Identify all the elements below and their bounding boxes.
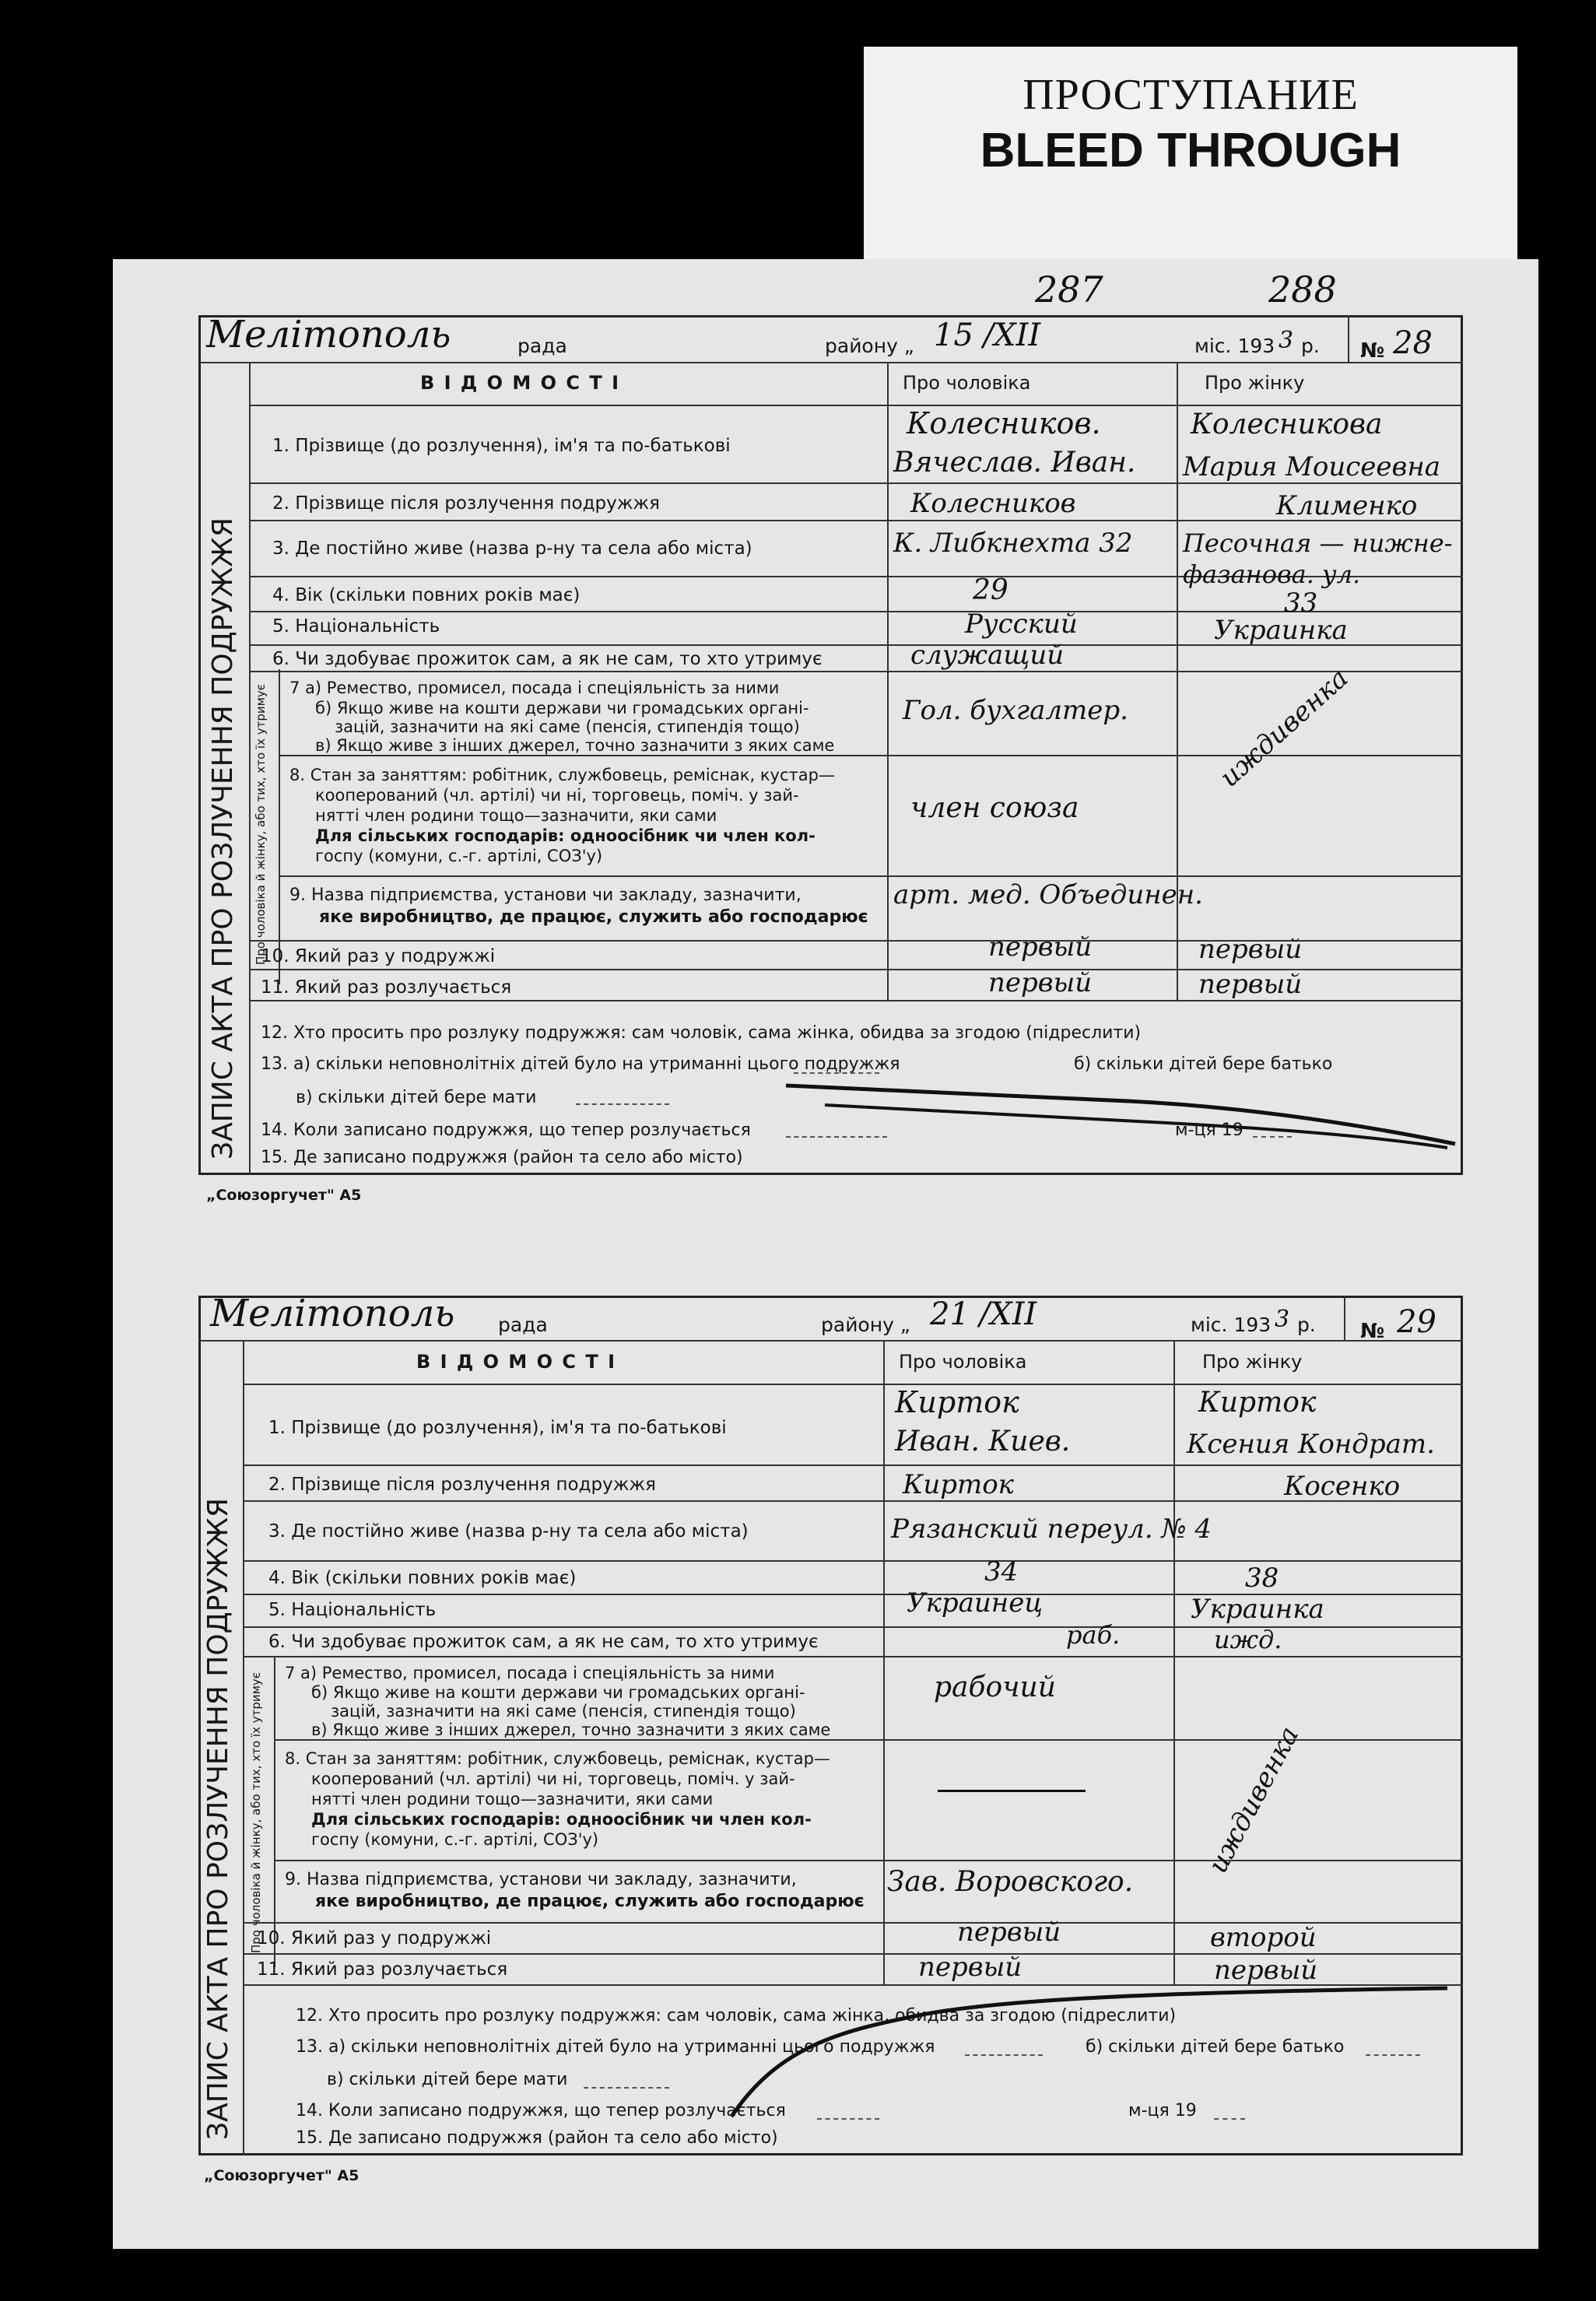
record2-rada-label: рада xyxy=(498,1314,548,1336)
record1-woman-age: 33 xyxy=(1284,588,1318,619)
record1-rada-name: Мелітополь xyxy=(206,313,451,356)
record2-row8d-label: Для сільських господарів: одноосібник чи член кол- xyxy=(311,1810,812,1829)
record1-row9a-label: 9. Назва підприємства, установи чи закладу, зазначити, xyxy=(289,886,802,905)
record2-side-sub: Про чоловіка й жінку, або тих, хто їх утримує xyxy=(249,1671,263,1953)
record1-row2-label: 2. Прізвище після розлучення подружжя xyxy=(272,493,660,514)
record1-row8e-label: госпу (комуни, с.-г. артілі, СОЗ'у) xyxy=(315,847,603,865)
record2-side-title: ЗАПИС АКТА ПРО РОЗЛУЧЕННЯ ПОДРУЖЖЯ xyxy=(202,1498,234,2140)
label-russian: ПРОСТУПАНИЕ xyxy=(1022,71,1359,119)
record1-row3-label: 3. Де постійно живе (назва р-ну та села або міста) xyxy=(272,538,752,559)
record1-row14-month-label: м-ця 19 xyxy=(1175,1121,1243,1140)
record2-woman-livelihood: ижд. xyxy=(1214,1625,1282,1654)
record1-row7a-label: 7 а) Ремество, промисел, посада і спеціяльність за ними xyxy=(289,679,780,697)
record1-row5-label: 5. Національність xyxy=(272,616,440,637)
record1-woman-occupation: иждивенка xyxy=(1214,662,1355,794)
record2-man-address: Рязанский переул. № 4 xyxy=(891,1514,1212,1545)
record2-woman-marriage-count: второй xyxy=(1210,1922,1317,1953)
record1-row12-label: 12. Хто просить про розлуку подружжя: сам чоловік, сама жінка, обидва за згодою (підреслити) xyxy=(261,1023,1142,1043)
record1-man-age: 29 xyxy=(973,574,1008,606)
record1-row6-label: 6. Чи здобуває прожиток сам, а як не сам, то хто утримує xyxy=(272,649,823,669)
page-number-b: 288 xyxy=(1268,268,1337,310)
record1-row7b2-label: зацій, зазначити на які саме (пенсія, стипендія тощо) xyxy=(335,717,800,736)
record2-man-divorce-count: первый xyxy=(918,1952,1022,1983)
record2-row14-month-label: м-ця 19 xyxy=(1128,2101,1197,2120)
record1-man-address: К. Либкнехта 32 xyxy=(893,528,1133,559)
record1-man-surname-after: Колесников xyxy=(910,488,1076,519)
record1-row13c-label: в) скільки дітей бере мати xyxy=(296,1088,537,1107)
record2-woman-surname-after: Косенко xyxy=(1284,1471,1401,1502)
record2-year-suffix: р. xyxy=(1297,1314,1316,1336)
record1-row4-label: 4. Вік (скільки повних років має) xyxy=(272,585,581,605)
record1-row7c-label: в) Якщо живе з інших джерел, точно зазначити з яких саме xyxy=(315,736,835,755)
record2-row13a-label: 13. а) скільки неповнолітніх дітей було на утриманні цього подружжя xyxy=(296,2037,935,2057)
record2-row10-label: 10. Який раз у подружжі xyxy=(257,1928,492,1948)
record1-man-nationality: Русский xyxy=(965,609,1078,640)
record1-row1-label: 1. Прізвище (до розлучення), ім'я та по-батькові xyxy=(272,436,731,456)
record2-man-livelihood: раб. xyxy=(1066,1620,1121,1650)
label-english: BLEED THROUGH xyxy=(980,124,1401,177)
record1-col-woman: Про жінку xyxy=(1205,372,1305,394)
record2-row7a-label: 7 а) Ремество, промисел, посада і спеціяльність за ними xyxy=(285,1664,775,1682)
record1-row14-label: 14. Коли записано подружжя, що тепер розлучається xyxy=(261,1121,751,1140)
record1-woman-nationality: Украинка xyxy=(1214,615,1348,646)
record2-man-nationality: Украинец xyxy=(907,1587,1044,1619)
record2-col-man: Про чоловіка xyxy=(899,1351,1027,1373)
record1-rada-label: рада xyxy=(517,335,567,357)
record1-rayon-label: району „ xyxy=(825,335,914,357)
record2-date: 21 /XII xyxy=(930,1296,1037,1332)
record1-man-divorce-count: первый xyxy=(988,967,1093,998)
record2-row6-label: 6. Чи здобуває прожиток сам, а як не сам, то хто утримує xyxy=(268,1632,819,1652)
record1-man-status: член союза xyxy=(910,792,1079,824)
record2-woman-divorce-count: первый xyxy=(1214,1955,1318,1986)
record1-row7b1-label: б) Якщо живе на кошти держави чи громадських органі- xyxy=(315,699,809,717)
record1-col-vidomosti: В І Д О М О С Т І xyxy=(420,372,621,394)
record1-number: 28 xyxy=(1393,325,1433,361)
record1-row8d-label: Для сільських господарів: одноосібник чи член кол- xyxy=(315,826,816,845)
record2-man-age: 34 xyxy=(984,1556,1019,1587)
record2-row9a-label: 9. Назва підприємства, установи чи закладу, зазначити, xyxy=(285,1870,797,1889)
record2-row8b-label: кооперований (чл. артілі) чи ні, торговець, поміч. у зай- xyxy=(311,1770,795,1788)
record1-woman-surname: Колесникова xyxy=(1191,409,1383,440)
record2-woman-name: Ксения Кондрат. xyxy=(1187,1429,1435,1460)
record1-row8b-label: кооперований (чл. артілі) чи ні, торговець, поміч. у зай- xyxy=(315,786,799,805)
record2-row14-label: 14. Коли записано подружжя, що тепер розлучається xyxy=(296,2101,786,2120)
record2-row2-label: 2. Прізвище після розлучення подружжя xyxy=(268,1475,656,1495)
record1-man-marriage-count: первый xyxy=(988,931,1093,963)
record2-row12-label: 12. Хто просить про розлуку подружжя: сам чоловік, сама жінка, обидва за згодою (підреслити) xyxy=(296,2006,1177,2026)
record2-row8e-label: госпу (комуни, с.-г. артілі, СОЗ'у) xyxy=(311,1830,599,1849)
record2-number-label: № xyxy=(1360,1320,1385,1343)
record2-rayon-label: району „ xyxy=(821,1314,910,1336)
record2-year: 3 xyxy=(1275,1306,1290,1333)
record1-row9b-label: яке виробництво, де працює, служить або господарює xyxy=(319,907,868,927)
record1-woman-address: Песочная — нижне-фазанова. ул. xyxy=(1183,528,1453,589)
record2-rada-name: Мелітополь xyxy=(210,1292,455,1335)
record1-number-label: № xyxy=(1360,339,1385,363)
record2-row7b1-label: б) Якщо живе на кошти держави чи громадських органі- xyxy=(311,1683,805,1702)
record1-month-label: міс. 193 xyxy=(1194,335,1275,357)
record1-row11-label: 11. Який раз розлучається xyxy=(261,977,512,998)
record2-woman-occupation: иждивенка xyxy=(1202,1721,1306,1878)
record1-col-man: Про чоловіка xyxy=(903,372,1031,394)
record2-row7b2-label: зацій, зазначити на які саме (пенсія, стипендія тощо) xyxy=(331,1702,796,1720)
record1-footer: „Союзоргучет" А5 xyxy=(206,1187,362,1204)
record2-man-marriage-count: первый xyxy=(957,1917,1061,1948)
record2-man-surname-after: Кирток xyxy=(903,1469,1014,1500)
record2-row3-label: 3. Де постійно живе (назва р-ну та села або міста) xyxy=(268,1521,749,1542)
record2-row13b-label: б) скільки дітей бере батько xyxy=(1086,2037,1345,2057)
record2-row4-label: 4. Вік (скільки повних років має) xyxy=(268,1568,577,1588)
record2-row7c-label: в) Якщо живе з інших джерел, точно зазначити з яких саме xyxy=(311,1720,831,1739)
record2-row5-label: 5. Національність xyxy=(268,1600,437,1620)
record1-woman-surname-after: Клименко xyxy=(1276,490,1418,521)
record2-man-occupation: рабочий xyxy=(934,1671,1056,1703)
record2-man-surname: Кирток xyxy=(895,1385,1019,1419)
page-number-a: 287 xyxy=(1035,268,1103,310)
record1-woman-name: Мария Моисеевна xyxy=(1183,451,1440,482)
record2-woman-surname: Кирток xyxy=(1198,1387,1317,1419)
record2-man-workplace: Зав. Воровского. xyxy=(887,1866,1134,1898)
record2-row11-label: 11. Який раз розлучається xyxy=(257,1959,508,1980)
record1-year: 3 xyxy=(1279,327,1294,354)
record2-man-name: Иван. Киев. xyxy=(895,1426,1071,1457)
record2-row8c-label: нятті член родини тощо—зазначити, яки сами xyxy=(311,1790,714,1808)
record1-row10-label: 10. Який раз у подружжі xyxy=(261,946,496,966)
record2-cross-stroke xyxy=(685,1984,1463,2140)
record2-woman-age: 38 xyxy=(1245,1563,1279,1594)
record1-woman-marriage-count: первый xyxy=(1198,934,1303,965)
record2-footer: „Союзоргучет" А5 xyxy=(204,2167,360,2184)
record2-row1-label: 1. Прізвище (до розлучення), ім'я та по-батькові xyxy=(268,1418,727,1438)
record1-cross-stroke xyxy=(778,1070,1463,1156)
record1-row13b-label: б) скільки дітей бере батько xyxy=(1074,1054,1333,1074)
record1-man-occupation: Гол. бухгалтер. xyxy=(903,695,1128,726)
record2-col-vidomosti: В І Д О М О С Т І xyxy=(416,1351,617,1373)
record1-man-name: Вячеслав. Иван. xyxy=(893,447,1136,479)
record2-woman-nationality: Украинка xyxy=(1191,1594,1324,1625)
record2-number: 29 xyxy=(1397,1304,1436,1340)
record1-date: 15 /XII xyxy=(934,317,1041,353)
record1-row8c-label: нятті член родини тощо—зазначити, яки сами xyxy=(315,806,717,825)
record1-man-livelihood: служащий xyxy=(910,640,1065,671)
bleed-through-label xyxy=(864,47,1517,265)
record2-row9b-label: яке виробництво, де працює, служить або господарює xyxy=(315,1892,865,1911)
record1-row8a-label: 8. Стан за заняттям: робітник, службовець, реміснак, кустар— xyxy=(289,766,835,784)
record1-year-suffix: р. xyxy=(1301,335,1320,357)
record1-side-sub: Про чоловіка й жінку, або тих, хто їх утримує xyxy=(254,683,268,965)
record2-month-label: міс. 193 xyxy=(1191,1314,1272,1336)
record2-col-woman: Про жінку xyxy=(1202,1351,1303,1373)
record1-man-surname: Колесников. xyxy=(907,406,1101,440)
record1-woman-divorce-count: первый xyxy=(1198,969,1303,1000)
record1-row15-label: 15. Де записано подружжя (район та село або місто) xyxy=(261,1148,743,1167)
record1-side-title: ЗАПИС АКТА ПРО РОЗЛУЧЕННЯ ПОДРУЖЖЯ xyxy=(207,517,239,1159)
record2-row13c-label: в) скільки дітей бере мати xyxy=(327,2070,568,2089)
record1-row13a-label: 13. а) скільки неповнолітніх дітей було на утриманні цього подружжя xyxy=(261,1054,900,1074)
record2-row8a-label: 8. Стан за заняттям: робітник, службовець, реміснак, кустар— xyxy=(285,1749,830,1768)
record2-row15-label: 15. Де записано подружжя (район та село або місто) xyxy=(296,2128,778,2148)
record1-man-workplace: арт. мед. Объединен. xyxy=(893,879,1203,910)
